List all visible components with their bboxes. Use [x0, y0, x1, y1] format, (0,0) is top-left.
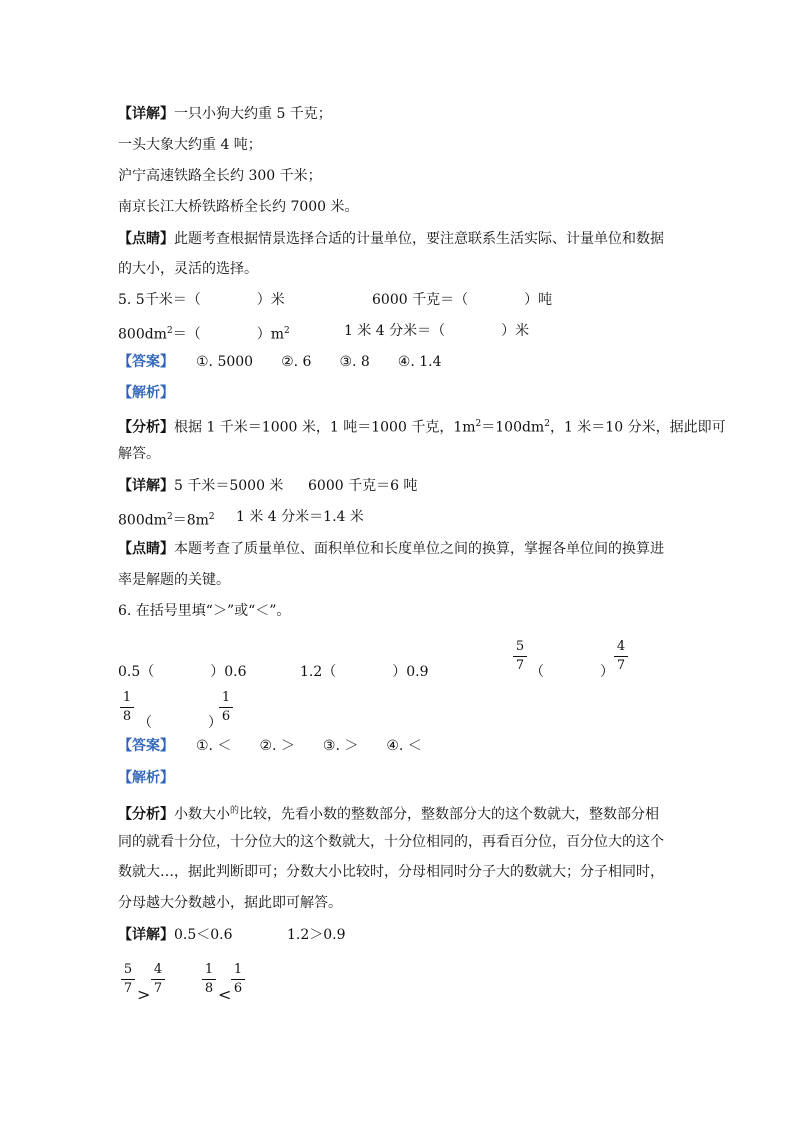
frac-num: 4 [616, 639, 626, 654]
detail-line-2: 一头大象大约重 4 吨； [118, 137, 262, 153]
remark-tag: 【点睛】 [118, 231, 174, 247]
detail-line-3: 沪宁高速铁路全长约 300 千米； [118, 168, 322, 184]
xiangjie-5c-pre: 800dm [118, 512, 167, 529]
greater-than-sign: > [137, 985, 151, 1004]
q6-part-b: 1.2（ ）0.9 [300, 664, 429, 680]
frac-den: 6 [221, 709, 231, 724]
frac-den: 7 [123, 981, 133, 996]
frac-num: 4 [153, 962, 163, 977]
fenxi-5a: 根据 1 千米＝1000 米，1 吨＝1000 千克，1m [174, 419, 476, 436]
fenxi-line-5b: 解答。 [118, 446, 160, 462]
fraction-1-8-result [202, 962, 216, 997]
xiangjie-5b: 6000 千克＝6 吨 [308, 478, 418, 494]
q6-part-d-paren: （ ） [138, 715, 222, 731]
xiangjie-line-5c [118, 507, 215, 531]
xiangjie-tag: 【详解】 [118, 927, 174, 943]
answer-line-6 [118, 736, 422, 756]
fenxi-5c: ，1 米＝10 分米，据此即可 [549, 419, 726, 436]
q5-c-sup: 2 [166, 326, 173, 336]
dianjing-tag: 【点睛】 [118, 541, 174, 557]
xiangjie-line-5a [118, 476, 283, 496]
xiangjie-5c-sup: 2 [166, 512, 173, 522]
fraction-4-7 [614, 639, 628, 674]
analysis-heading-5 [118, 383, 174, 403]
frac-num: 5 [123, 962, 133, 977]
frac-num: 1 [204, 962, 214, 977]
q5-part-d: 1 米 4 分米＝（ ）米 [344, 323, 530, 339]
detail-line-4: 南京长江大桥铁路桥全长约 7000 米。 [118, 199, 359, 215]
fenxi-line-5a [118, 414, 726, 438]
frac-den: 7 [616, 658, 626, 673]
frac-num: 1 [233, 962, 243, 977]
fenxi-line-6b: 同的就看十分位，十分位大的这个数就大，十分位相同的，再看百分位，百分位大的这个 [118, 834, 664, 850]
frac-den: 6 [233, 981, 243, 996]
answer-tag: 【答案】 [118, 354, 174, 370]
xiangjie-5c-mid: ＝8m [172, 512, 209, 529]
q6-part-c-paren: （ ） [530, 664, 614, 680]
fenxi-5-sup2: 2 [544, 419, 550, 429]
fraction-5-7-result [121, 962, 135, 997]
dianjing-5a: 本题考查了质量单位、面积单位和长度单位之间的换算，掌握各单位间的换算进 [174, 541, 664, 557]
xiangjie-6b: 1.2＞0.9 [287, 927, 346, 943]
xiangjie-tag: 【详解】 [118, 478, 174, 494]
q5-part-b: 6000 千克＝（ ）吨 [372, 292, 553, 308]
fenxi-6b: 比较，先看小数的整数部分，整数部分大的这个数就大，整数部分相 [239, 806, 660, 823]
frac-num: 5 [515, 639, 525, 654]
frac-den: 8 [204, 981, 214, 996]
answer-line-5 [118, 352, 442, 372]
analysis-tag: 【解析】 [118, 770, 174, 786]
q5-part-a: 5. 5千米＝（ ）米 [118, 292, 285, 308]
q5-part-c [118, 321, 290, 345]
answer-values: ①. ＜ ②. ＞ ③. ＞ ④. ＜ [196, 738, 422, 754]
remark-line-2: 的大小，灵活的选择。 [118, 261, 258, 277]
dianjing-line-5b: 率是解题的关键。 [118, 572, 230, 588]
xiangjie-5d: 1 米 4 分米＝1.4 米 [236, 509, 364, 525]
fenxi-6-sup: 的 [230, 806, 240, 816]
fenxi-tag: 【分析】 [118, 806, 174, 823]
dianjing-line-5a [118, 539, 664, 559]
xiangjie-line-6a [118, 925, 233, 945]
q5-c-pre: 800dm [118, 326, 167, 343]
fraction-5-7 [513, 639, 527, 674]
fenxi-5b: ＝100dm [481, 419, 545, 436]
frac-num: 1 [122, 690, 132, 705]
fraction-1-6 [219, 690, 233, 725]
q5-c-sup2: 2 [283, 326, 290, 336]
detail-line-1 [118, 104, 332, 124]
less-than-sign: < [218, 985, 232, 1004]
remark-text: 此题考查根据情景选择合适的计量单位，要注意联系生活实际、计量单位和数据 [174, 231, 664, 247]
q6-part-a: 0.5（ ）0.6 [118, 664, 247, 680]
fraction-1-6-result [231, 962, 245, 997]
xiangjie-5a: 5 千米＝5000 米 [174, 478, 284, 494]
answer-tag: 【答案】 [118, 738, 174, 754]
remark-line-1 [118, 229, 664, 249]
detail-text: 一只小狗大约重 5 千克； [174, 106, 332, 122]
frac-num: 1 [221, 690, 231, 705]
fenxi-line-6a [118, 801, 659, 825]
fraction-1-8 [120, 690, 134, 725]
q6-title: 6. 在括号里填“＞”或“＜”。 [118, 603, 291, 619]
detail-tag: 【详解】 [118, 106, 174, 122]
fenxi-tag: 【分析】 [118, 419, 174, 436]
frac-den: 8 [122, 709, 132, 724]
analysis-tag: 【解析】 [118, 385, 174, 401]
xiangjie-5c-sup2: 2 [208, 512, 215, 522]
fenxi-line-6c: 数就大…，据此判断即可；分数大小比较时，分母相同时分子大的数就大；分子相同时， [118, 864, 664, 880]
fraction-4-7-result [151, 962, 165, 997]
frac-den: 7 [515, 658, 525, 673]
fenxi-6a: 小数大小 [174, 806, 230, 823]
frac-den: 7 [153, 981, 163, 996]
fenxi-line-6d: 分母越大分数越小，据此即可解答。 [118, 895, 342, 911]
fenxi-5-sup1: 2 [475, 419, 482, 429]
xiangjie-6a: 0.5＜0.6 [174, 927, 233, 943]
analysis-heading-6 [118, 768, 174, 788]
q5-c-post: ＝（ ）m [172, 326, 284, 343]
answer-values: ①. 5000 ②. 6 ③. 8 ④. 1.4 [196, 354, 442, 370]
